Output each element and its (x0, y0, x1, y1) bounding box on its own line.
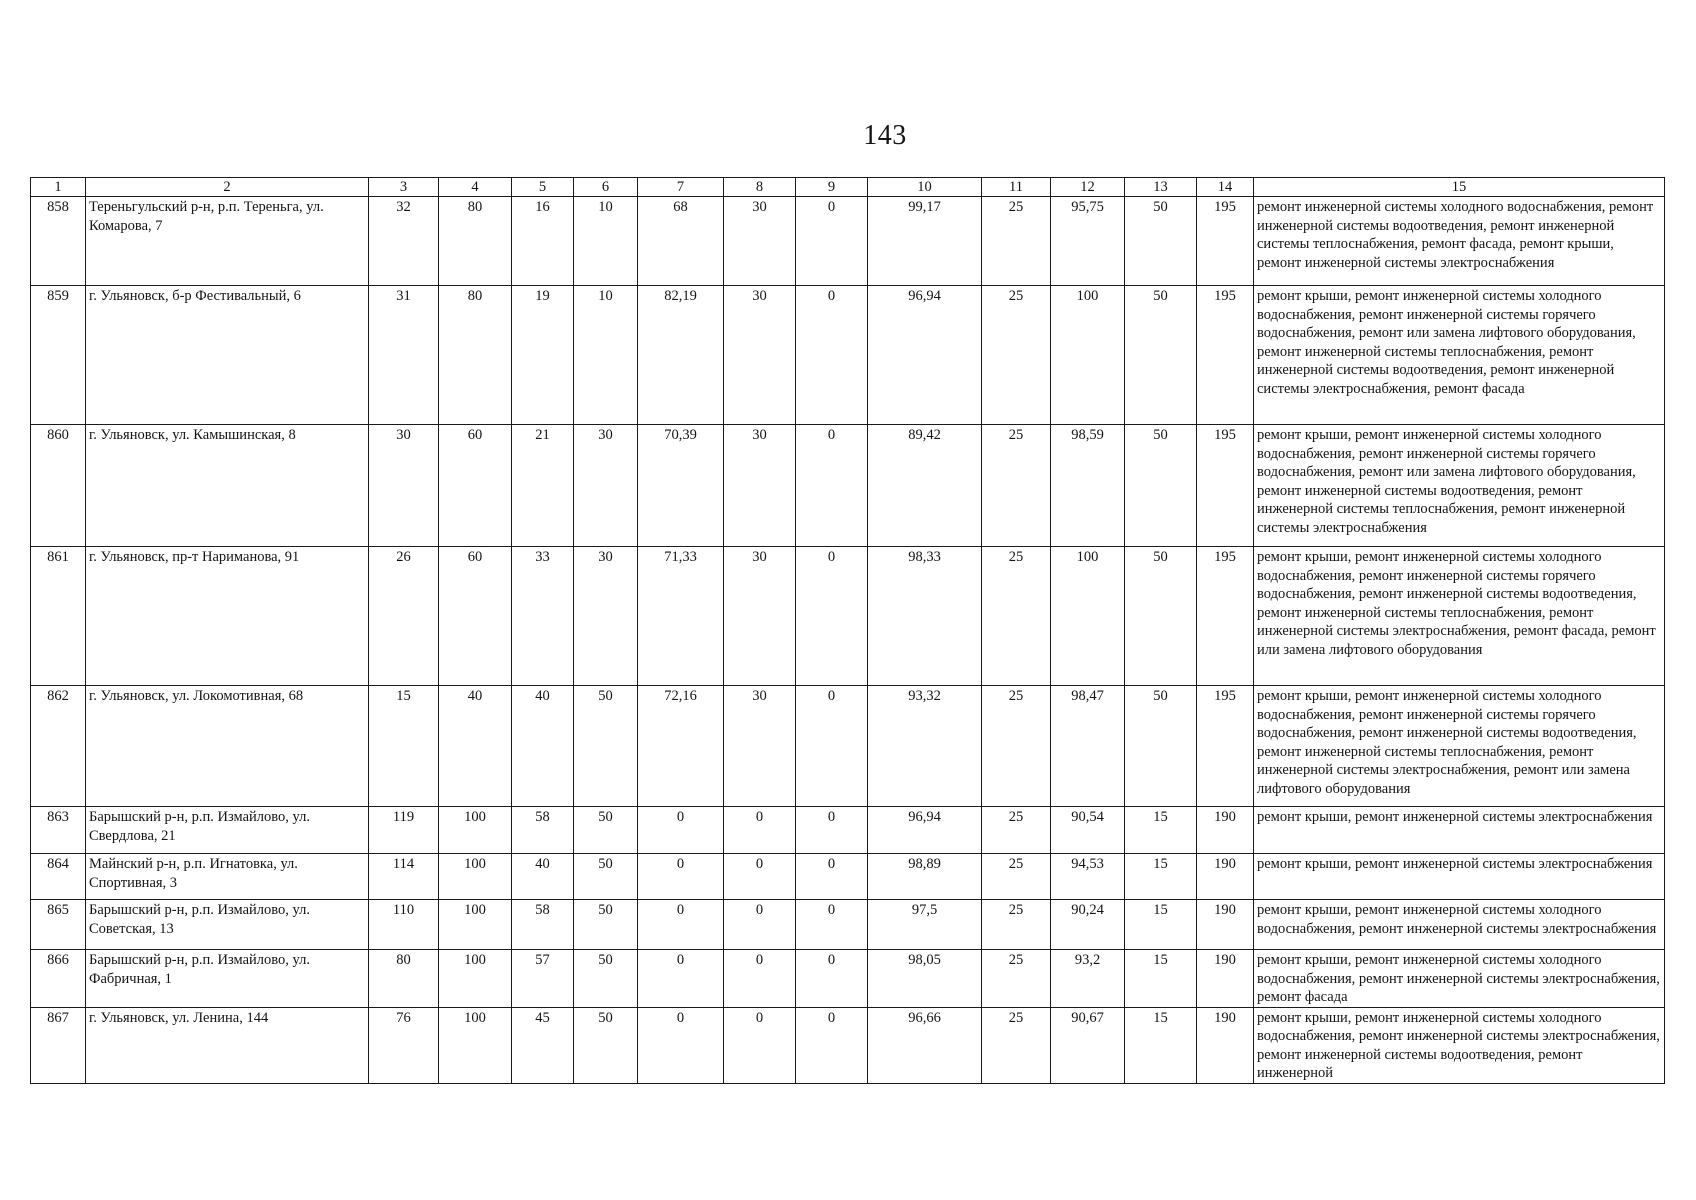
value-cell-col-13: 15 (1125, 807, 1197, 854)
value-cell-col-11: 25 (982, 686, 1051, 807)
value-cell-col-3: 31 (369, 286, 439, 425)
row-number: 867 (31, 1007, 86, 1083)
row-number: 862 (31, 686, 86, 807)
value-cell-col-9: 0 (796, 807, 868, 854)
column-header-13: 13 (1125, 178, 1197, 197)
value-cell-col-14: 195 (1197, 425, 1254, 547)
value-cell-col-14: 195 (1197, 547, 1254, 686)
value-cell-col-13: 15 (1125, 950, 1197, 1008)
value-cell-col-11: 25 (982, 425, 1051, 547)
value-cell-col-9: 0 (796, 950, 868, 1008)
value-cell-col-3: 32 (369, 197, 439, 286)
value-cell-col-7: 72,16 (638, 686, 724, 807)
value-cell-col-13: 50 (1125, 547, 1197, 686)
value-cell-col-7: 0 (638, 1007, 724, 1083)
address-cell: Майнский р-н, р.п. Игнатовка, ул. Спортивная, 3 (86, 854, 369, 900)
row-number: 860 (31, 425, 86, 547)
value-cell-col-10: 98,89 (868, 854, 982, 900)
value-cell-col-6: 10 (574, 286, 638, 425)
column-header-14: 14 (1197, 178, 1254, 197)
column-header-2: 2 (86, 178, 369, 197)
value-cell-col-12: 90,24 (1051, 900, 1125, 950)
value-cell-col-11: 25 (982, 286, 1051, 425)
value-cell-col-13: 15 (1125, 1007, 1197, 1083)
value-cell-col-7: 0 (638, 900, 724, 950)
value-cell-col-12: 95,75 (1051, 197, 1125, 286)
value-cell-col-4: 100 (439, 1007, 512, 1083)
value-cell-col-8: 0 (724, 1007, 796, 1083)
works-description-cell: ремонт крыши, ремонт инженерной системы холодного водоснабжения, ремонт инженерной системы горячего водоснабжения, ремонт или замена лифтового оборудования, ремонт инженерной системы теплоснабжения, ремонт инженерной системы водоотведения, ремонт инженерной системы электроснабжения, ремонт фасада (1254, 286, 1665, 425)
value-cell-col-3: 80 (369, 950, 439, 1008)
value-cell-col-11: 25 (982, 1007, 1051, 1083)
address-cell: г. Ульяновск, пр-т Нариманова, 91 (86, 547, 369, 686)
table-row (31, 547, 1665, 686)
row-number: 859 (31, 286, 86, 425)
value-cell-col-4: 100 (439, 950, 512, 1008)
value-cell-col-14: 195 (1197, 197, 1254, 286)
address-cell: Барышский р-н, р.п. Измайлово, ул. Свердлова, 21 (86, 807, 369, 854)
value-cell-col-3: 76 (369, 1007, 439, 1083)
address-cell: г. Ульяновск, ул. Локомотивная, 68 (86, 686, 369, 807)
value-cell-col-3: 110 (369, 900, 439, 950)
value-cell-col-5: 40 (512, 686, 574, 807)
value-cell-col-10: 93,32 (868, 686, 982, 807)
value-cell-col-8: 0 (724, 950, 796, 1008)
value-cell-col-7: 70,39 (638, 425, 724, 547)
address-cell: Барышский р-н, р.п. Измайлово, ул. Советская, 13 (86, 900, 369, 950)
value-cell-col-10: 89,42 (868, 425, 982, 547)
value-cell-col-10: 96,94 (868, 807, 982, 854)
row-number: 861 (31, 547, 86, 686)
table-row (31, 686, 1665, 807)
value-cell-col-7: 0 (638, 854, 724, 900)
value-cell-col-13: 50 (1125, 197, 1197, 286)
value-cell-col-12: 98,59 (1051, 425, 1125, 547)
value-cell-col-12: 98,47 (1051, 686, 1125, 807)
value-cell-col-3: 15 (369, 686, 439, 807)
column-header-5: 5 (512, 178, 574, 197)
value-cell-col-6: 50 (574, 950, 638, 1008)
table-header-row (31, 178, 1665, 197)
value-cell-col-8: 0 (724, 854, 796, 900)
column-header-15: 15 (1254, 178, 1665, 197)
value-cell-col-5: 45 (512, 1007, 574, 1083)
value-cell-col-7: 0 (638, 807, 724, 854)
column-header-10: 10 (868, 178, 982, 197)
value-cell-col-4: 80 (439, 197, 512, 286)
value-cell-col-9: 0 (796, 854, 868, 900)
row-number: 863 (31, 807, 86, 854)
column-header-1: 1 (31, 178, 86, 197)
table-row (31, 197, 1665, 286)
value-cell-col-12: 100 (1051, 286, 1125, 425)
column-header-12: 12 (1051, 178, 1125, 197)
works-description-cell: ремонт крыши, ремонт инженерной системы холодного водоснабжения, ремонт инженерной системы горячего водоснабжения, ремонт инженерной системы водоотведения, ремонт инженерной системы теплоснабжения, ремонт инженерной системы электроснабжения, ремонт или замена лифтового оборудования (1254, 686, 1665, 807)
value-cell-col-6: 50 (574, 686, 638, 807)
address-cell: Тереньгульский р-н, р.п. Тереньга, ул. Комарова, 7 (86, 197, 369, 286)
value-cell-col-4: 60 (439, 547, 512, 686)
value-cell-col-8: 0 (724, 900, 796, 950)
works-description-cell: ремонт крыши, ремонт инженерной системы холодного водоснабжения, ремонт инженерной системы электроснабжения (1254, 900, 1665, 950)
value-cell-col-11: 25 (982, 950, 1051, 1008)
table-row (31, 854, 1665, 900)
value-cell-col-9: 0 (796, 547, 868, 686)
table-row (31, 950, 1665, 1008)
column-header-3: 3 (369, 178, 439, 197)
value-cell-col-11: 25 (982, 854, 1051, 900)
value-cell-col-10: 96,94 (868, 286, 982, 425)
value-cell-col-13: 50 (1125, 286, 1197, 425)
works-description-cell: ремонт крыши, ремонт инженерной системы электроснабжения (1254, 854, 1665, 900)
value-cell-col-5: 21 (512, 425, 574, 547)
value-cell-col-12: 90,54 (1051, 807, 1125, 854)
address-cell: Барышский р-н, р.п. Измайлово, ул. Фабричная, 1 (86, 950, 369, 1008)
value-cell-col-14: 195 (1197, 286, 1254, 425)
value-cell-col-11: 25 (982, 547, 1051, 686)
value-cell-col-5: 57 (512, 950, 574, 1008)
value-cell-col-7: 0 (638, 950, 724, 1008)
value-cell-col-4: 100 (439, 854, 512, 900)
works-description-cell: ремонт инженерной системы холодного водоснабжения, ремонт инженерной системы водоотведения, ремонт инженерной системы теплоснабжения, ремонт фасада, ремонт крыши, ремонт инженерной системы электроснабжения (1254, 197, 1665, 286)
column-header-8: 8 (724, 178, 796, 197)
value-cell-col-13: 15 (1125, 900, 1197, 950)
address-cell: г. Ульяновск, б-р Фестивальный, 6 (86, 286, 369, 425)
value-cell-col-5: 58 (512, 900, 574, 950)
works-description-cell: ремонт крыши, ремонт инженерной системы холодного водоснабжения, ремонт инженерной системы электроснабжения, ремонт инженерной системы водоотведения, ремонт инженерной (1254, 1007, 1665, 1083)
value-cell-col-4: 80 (439, 286, 512, 425)
value-cell-col-3: 26 (369, 547, 439, 686)
value-cell-col-5: 33 (512, 547, 574, 686)
value-cell-col-4: 100 (439, 900, 512, 950)
value-cell-col-12: 90,67 (1051, 1007, 1125, 1083)
address-cell: г. Ульяновск, ул. Камышинская, 8 (86, 425, 369, 547)
value-cell-col-7: 68 (638, 197, 724, 286)
works-description-cell: ремонт крыши, ремонт инженерной системы холодного водоснабжения, ремонт инженерной системы горячего водоснабжения, ремонт или замена лифтового оборудования, ремонт инженерной системы водоотведения, ремонт инженерной системы теплоснабжения, ремонт инженерной системы электроснабжения (1254, 425, 1665, 547)
column-header-7: 7 (638, 178, 724, 197)
column-header-4: 4 (439, 178, 512, 197)
value-cell-col-8: 0 (724, 807, 796, 854)
value-cell-col-7: 82,19 (638, 286, 724, 425)
register-table (30, 177, 1665, 1084)
value-cell-col-6: 50 (574, 1007, 638, 1083)
value-cell-col-3: 119 (369, 807, 439, 854)
value-cell-col-14: 195 (1197, 686, 1254, 807)
value-cell-col-6: 50 (574, 854, 638, 900)
column-header-6: 6 (574, 178, 638, 197)
value-cell-col-12: 93,2 (1051, 950, 1125, 1008)
value-cell-col-4: 40 (439, 686, 512, 807)
value-cell-col-5: 19 (512, 286, 574, 425)
works-description-cell: ремонт крыши, ремонт инженерной системы электроснабжения (1254, 807, 1665, 854)
page-number: 143 (863, 120, 907, 151)
value-cell-col-4: 60 (439, 425, 512, 547)
value-cell-col-8: 30 (724, 425, 796, 547)
value-cell-col-13: 50 (1125, 686, 1197, 807)
value-cell-col-6: 10 (574, 197, 638, 286)
table-row (31, 425, 1665, 547)
value-cell-col-12: 94,53 (1051, 854, 1125, 900)
value-cell-col-11: 25 (982, 900, 1051, 950)
value-cell-col-5: 40 (512, 854, 574, 900)
value-cell-col-10: 98,05 (868, 950, 982, 1008)
value-cell-col-13: 15 (1125, 854, 1197, 900)
column-header-9: 9 (796, 178, 868, 197)
works-description-cell: ремонт крыши, ремонт инженерной системы холодного водоснабжения, ремонт инженерной системы горячего водоснабжения, ремонт инженерной системы водоотведения, ремонт инженерной системы теплоснабжения, ремонт инженерной системы электроснабжения, ремонт фасада, ремонт или замена лифтового оборудования (1254, 547, 1665, 686)
value-cell-col-6: 50 (574, 807, 638, 854)
row-number: 865 (31, 900, 86, 950)
address-cell: г. Ульяновск, ул. Ленина, 144 (86, 1007, 369, 1083)
value-cell-col-7: 71,33 (638, 547, 724, 686)
value-cell-col-10: 98,33 (868, 547, 982, 686)
value-cell-col-9: 0 (796, 425, 868, 547)
value-cell-col-8: 30 (724, 547, 796, 686)
value-cell-col-6: 30 (574, 547, 638, 686)
value-cell-col-14: 190 (1197, 854, 1254, 900)
value-cell-col-14: 190 (1197, 900, 1254, 950)
table-row (31, 1007, 1665, 1083)
value-cell-col-8: 30 (724, 286, 796, 425)
value-cell-col-14: 190 (1197, 950, 1254, 1008)
column-header-11: 11 (982, 178, 1051, 197)
value-cell-col-5: 58 (512, 807, 574, 854)
value-cell-col-6: 50 (574, 900, 638, 950)
value-cell-col-10: 99,17 (868, 197, 982, 286)
works-description-cell: ремонт крыши, ремонт инженерной системы холодного водоснабжения, ремонт инженерной системы электроснабжения, ремонт фасада (1254, 950, 1665, 1008)
value-cell-col-9: 0 (796, 1007, 868, 1083)
value-cell-col-11: 25 (982, 197, 1051, 286)
row-number: 858 (31, 197, 86, 286)
row-number: 864 (31, 854, 86, 900)
value-cell-col-3: 114 (369, 854, 439, 900)
value-cell-col-14: 190 (1197, 1007, 1254, 1083)
table-row (31, 900, 1665, 950)
value-cell-col-4: 100 (439, 807, 512, 854)
value-cell-col-6: 30 (574, 425, 638, 547)
value-cell-col-9: 0 (796, 900, 868, 950)
value-cell-col-8: 30 (724, 686, 796, 807)
value-cell-col-8: 30 (724, 197, 796, 286)
row-number: 866 (31, 950, 86, 1008)
value-cell-col-13: 50 (1125, 425, 1197, 547)
value-cell-col-11: 25 (982, 807, 1051, 854)
value-cell-col-9: 0 (796, 686, 868, 807)
value-cell-col-10: 96,66 (868, 1007, 982, 1083)
table-row (31, 286, 1665, 425)
value-cell-col-9: 0 (796, 197, 868, 286)
table-body (31, 197, 1665, 1084)
value-cell-col-9: 0 (796, 286, 868, 425)
value-cell-col-10: 97,5 (868, 900, 982, 950)
value-cell-col-14: 190 (1197, 807, 1254, 854)
value-cell-col-5: 16 (512, 197, 574, 286)
table-row (31, 807, 1665, 854)
value-cell-col-3: 30 (369, 425, 439, 547)
value-cell-col-12: 100 (1051, 547, 1125, 686)
